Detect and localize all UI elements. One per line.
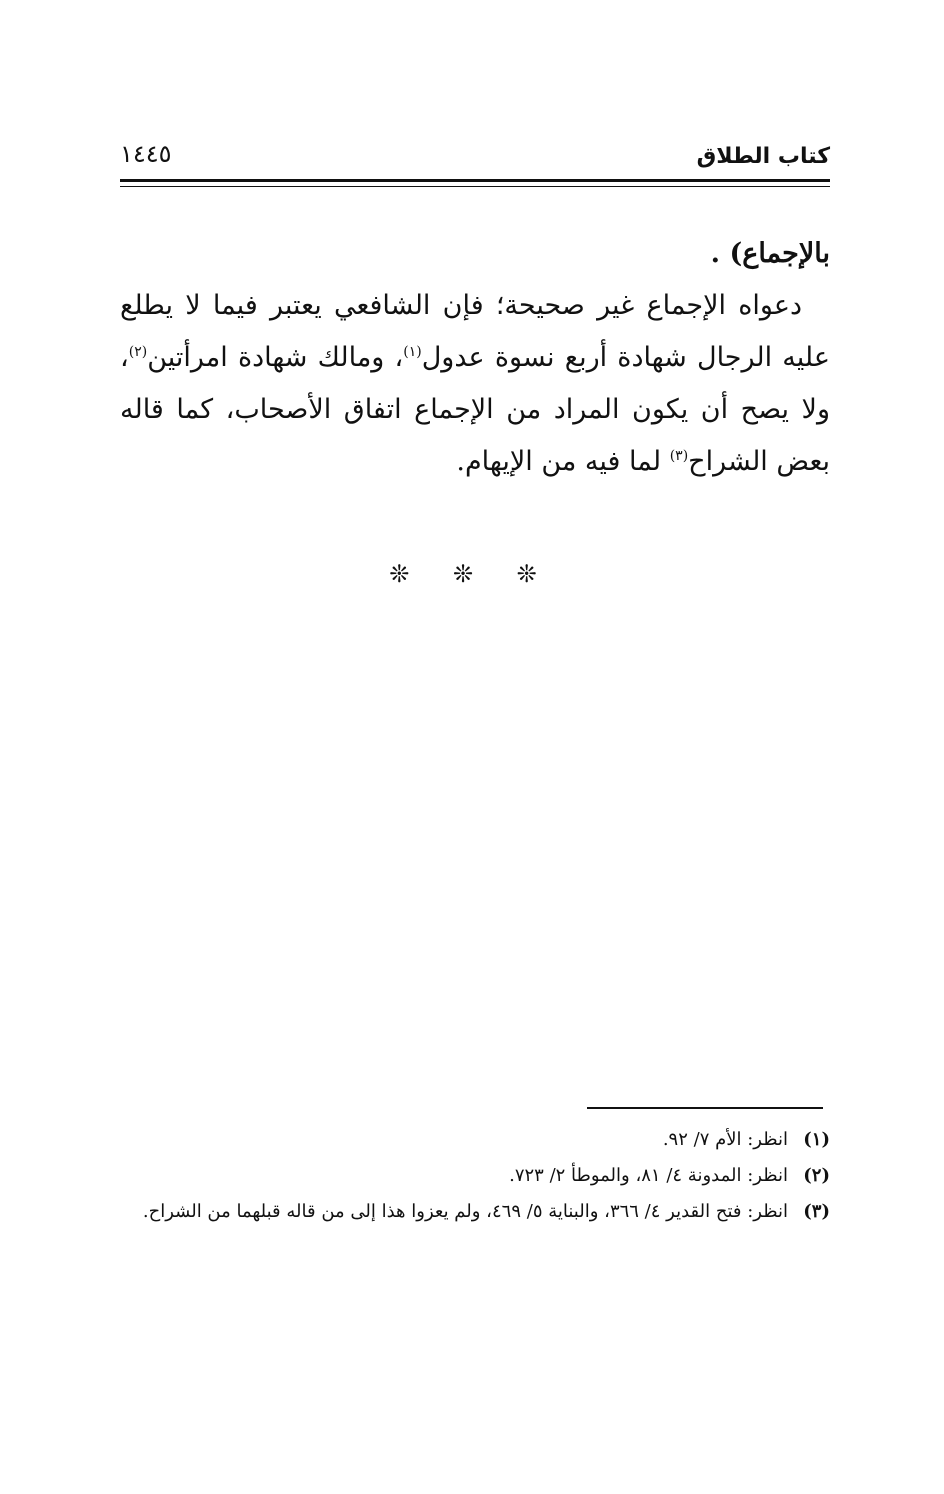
footnote-item — [120, 1122, 830, 1158]
continued-line: بالإجماع) . — [710, 238, 830, 269]
header-rule-thin — [120, 186, 830, 187]
footnote-item — [120, 1194, 830, 1230]
main-paragraph — [120, 280, 830, 488]
footnote-ref-1[interactable]: (١) — [403, 344, 422, 360]
footnotes — [120, 1122, 830, 1230]
footnote-number: (٣) — [803, 1201, 830, 1222]
footnote-number: (١) — [803, 1129, 830, 1150]
footnote-ref-2[interactable]: (٢) — [128, 344, 148, 360]
paragraph-text-3: ، ولا يصح أن يكون المراد من الإجماع اتفاق الأصحاب، كما قاله بعض الشراح — [120, 342, 830, 477]
footnote-item — [120, 1158, 830, 1194]
paragraph-text-2: ، ومالك شهادة امرأتين — [147, 342, 404, 373]
footnote-ref-3[interactable]: (٣) — [669, 448, 689, 464]
footnote-text: انظر: المدونة ٤/ ٨١، والموطأ ٢/ ٧٢٣. — [509, 1165, 788, 1186]
footnote-text: انظر: فتح القدير ٤/ ٣٦٦، والبناية ٥/ ٤٦٩، ولم يعزوا هذا إلى من قاله قبلهما من الشراح. — [142, 1201, 788, 1222]
running-header — [120, 138, 830, 178]
section-separator: ❊ ❊ ❊ — [389, 560, 555, 588]
header-rule-thick — [120, 179, 830, 182]
main-text — [120, 228, 830, 488]
footnote-number: (٢) — [803, 1165, 830, 1186]
footnote-text: انظر: الأم ٧/ ٩٢. — [662, 1129, 788, 1150]
footnote-rule — [587, 1107, 823, 1109]
page-number: ١٤٤٥ — [120, 140, 172, 168]
chapter-title: كتاب الطلاق — [696, 144, 830, 169]
paragraph-text-1: دعواه الإجماع غير صحيحة؛ فإن الشافعي يعتبر فيما لا يطلع عليه الرجال شهادة أربع نسوة عدول — [120, 290, 830, 373]
paragraph-text-4: لما فيه من الإيهام. — [456, 446, 670, 477]
